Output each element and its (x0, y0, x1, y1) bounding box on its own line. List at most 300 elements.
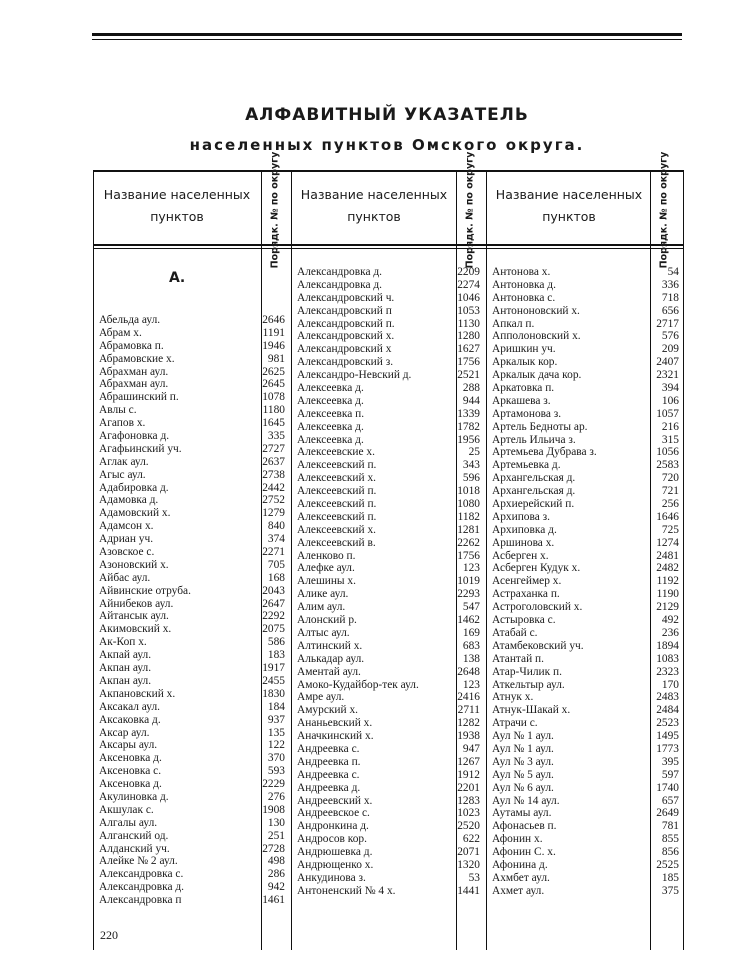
place-name: Аул № 1 аул. (492, 742, 554, 755)
place-name: Алим аул. (297, 601, 346, 614)
place-number: 1057 (656, 407, 679, 420)
table-row (93, 366, 289, 379)
table-row (486, 305, 681, 318)
table-row (93, 752, 289, 765)
place-number: 1130 (457, 317, 480, 330)
place-number: 840 (267, 520, 285, 533)
place-name: Архиерейский п. (492, 498, 575, 511)
place-number: 1281 (457, 523, 480, 536)
place-number: 1053 (457, 304, 480, 317)
place-number: 2645 (262, 378, 285, 391)
place-number: 593 (267, 765, 285, 778)
table-row (93, 817, 289, 830)
place-name: Аул № 3 аул. (492, 755, 554, 768)
place-number: 375 (661, 884, 679, 897)
place-name: Александровский х (297, 343, 392, 356)
place-name: Алексеевский х. (297, 523, 377, 536)
place-number: 1056 (656, 446, 679, 459)
place-name: Ананьевский х. (297, 717, 373, 730)
table-row (93, 701, 289, 714)
place-name: Артемьевка д. (492, 459, 561, 472)
place-name: Аксакал аул. (99, 700, 160, 713)
place-number: 53 (468, 871, 480, 884)
place-number: 947 (462, 742, 480, 755)
table-row (486, 769, 681, 782)
place-name: Андросов кор. (297, 833, 367, 846)
place-name: Александро-Невский д. (297, 369, 412, 382)
header-number (458, 151, 482, 269)
place-name: Аксеновка д. (99, 752, 162, 765)
place-name: Александровский ч. (297, 291, 395, 304)
table-row (93, 404, 289, 417)
place-number: 123 (462, 678, 480, 691)
place-number: 1646 (656, 510, 679, 523)
place-name: Александровка д. (297, 266, 383, 278)
place-name: Алексеевские х. (297, 446, 375, 459)
place-name: Архипова з. (492, 510, 550, 523)
place-name: Антононовский х. (492, 304, 580, 317)
place-name: Алексеевский п. (297, 498, 377, 511)
table-row (93, 868, 289, 881)
place-number: 170 (661, 678, 679, 691)
place-name: Абрашинский п. (99, 391, 179, 404)
place-name: Айбас аул. (99, 571, 151, 584)
place-number: 1019 (457, 575, 480, 588)
place-number: 1894 (656, 639, 679, 652)
table-row (486, 807, 681, 820)
place-number: 1282 (457, 717, 480, 730)
place-name: Артель Бедноты ар. (492, 420, 588, 433)
place-name: Азовское с. (99, 546, 155, 559)
table-row (291, 704, 484, 717)
table-row (291, 343, 484, 356)
table-row (291, 782, 484, 795)
table-row (291, 408, 484, 421)
place-name: Акимовский х. (99, 623, 172, 636)
table-row (486, 743, 681, 756)
table-row (486, 472, 681, 485)
place-name: Александровский з. (297, 356, 394, 369)
place-number: 395 (661, 755, 679, 768)
place-name: Аутамы аул. (492, 807, 552, 820)
table-row (93, 533, 289, 546)
table-row (486, 872, 681, 885)
table-row (291, 601, 484, 614)
place-number: 2407 (656, 356, 679, 369)
place-number: 683 (462, 639, 480, 652)
place-number: 547 (462, 601, 480, 614)
place-name: Атнук х. (492, 691, 534, 704)
index-column-1 (93, 314, 289, 907)
table-row (93, 843, 289, 856)
table-row (291, 730, 484, 743)
place-number: 1756 (457, 356, 480, 369)
place-number: 1917 (262, 662, 285, 675)
place-number: 276 (267, 790, 285, 803)
place-name: Алейке № 2 аул. (99, 855, 178, 868)
table-row (486, 575, 681, 588)
table-row (93, 378, 289, 391)
place-name: Антоненский № 4 х. (297, 884, 396, 897)
place-number: 1274 (656, 536, 679, 549)
place-name: Алексеевка д. (297, 420, 364, 433)
place-number: 981 (267, 352, 285, 365)
place-name: Афонин С. х. (492, 846, 556, 859)
table-row (291, 292, 484, 305)
place-number: 2637 (262, 455, 285, 468)
table-row (486, 511, 681, 524)
place-name: Алексеевский п. (297, 485, 377, 498)
place-name: Аментай аул. (297, 665, 361, 678)
place-name: Амре аул. (297, 691, 345, 704)
place-name: Андрющенко х. (297, 858, 374, 871)
place-name: Афонин х. (492, 833, 543, 846)
place-name: Азоновский х. (99, 558, 169, 571)
place-name: Андреевка п. (297, 755, 361, 768)
place-name: Аул № 5 аул. (492, 768, 554, 781)
table-row (486, 356, 681, 369)
place-number: 54 (667, 266, 679, 278)
place-number: 2043 (262, 584, 285, 597)
place-name: Асберген Кудук х. (492, 562, 581, 575)
place-number: 1279 (262, 507, 285, 520)
place-name: Аркатовка п. (492, 382, 555, 395)
table-row (291, 640, 484, 653)
place-name: Андронкина д. (297, 820, 369, 833)
place-name: Адамовка д. (99, 494, 159, 507)
place-name: Антоновка д. (492, 278, 556, 291)
place-name: Акпан аул. (99, 662, 152, 675)
header-number-label: Порядк. № по округу (269, 151, 281, 269)
place-number: 2274 (457, 278, 480, 291)
table-row (486, 318, 681, 331)
place-number: 183 (267, 649, 285, 662)
place-name: Александровка п (99, 894, 182, 907)
place-number: 2071 (457, 846, 480, 859)
place-name: Агапов х. (99, 417, 146, 430)
place-name: Акпан аул. (99, 674, 152, 687)
place-number: 2525 (656, 858, 679, 871)
header-number-label: Порядк. № по округу (658, 151, 670, 269)
place-number: 1912 (457, 768, 480, 781)
place-name: Асберген х. (492, 549, 549, 562)
table-row (93, 340, 289, 353)
place-name: Амоко-Кудайбор-тек аул. (297, 678, 419, 691)
place-number: 1740 (656, 781, 679, 794)
place-number: 336 (661, 278, 679, 291)
place-number: 168 (267, 571, 285, 584)
place-name: Аршинова х. (492, 536, 555, 549)
place-number: 856 (661, 846, 679, 859)
table-row (93, 469, 289, 482)
place-number: 597 (661, 768, 679, 781)
table-row (291, 653, 484, 666)
place-number: 2416 (457, 691, 480, 704)
table-row (93, 598, 289, 611)
place-name: Алтыс аул. (297, 626, 350, 639)
place-name: Алексеевка п. (297, 407, 365, 420)
place-number: 2711 (457, 704, 480, 717)
place-number: 1441 (457, 884, 480, 897)
place-number: 492 (661, 614, 679, 627)
place-number: 721 (661, 485, 679, 498)
place-number: 2717 (656, 317, 679, 330)
place-name: Акулиновка д. (99, 790, 169, 803)
table-row (486, 485, 681, 498)
table-row (93, 559, 289, 572)
table-row (486, 524, 681, 537)
place-name: Александровский х. (297, 330, 395, 343)
table-row (291, 807, 484, 820)
table-row (486, 550, 681, 563)
table-row (93, 662, 289, 675)
place-number: 2521 (457, 369, 480, 382)
place-name: Апполоновский х. (492, 330, 581, 343)
place-name: Аксаковка д. (99, 713, 161, 726)
place-number: 1046 (457, 291, 480, 304)
place-name: Алексеевский п. (297, 510, 377, 523)
place-name: Абрам х. (99, 326, 142, 339)
place-number: 2752 (262, 494, 285, 507)
table-row (486, 756, 681, 769)
table-row (93, 482, 289, 495)
table-row (93, 830, 289, 843)
page-number: 220 (100, 928, 118, 942)
place-number: 944 (462, 394, 480, 407)
place-number: 106 (661, 394, 679, 407)
table-row (486, 717, 681, 730)
place-number: 138 (462, 652, 480, 665)
place-name: Аксеновка с. (99, 765, 162, 778)
table-row (93, 507, 289, 520)
place-number: 1339 (457, 407, 480, 420)
table-row (93, 430, 289, 443)
table-row (486, 833, 681, 846)
table-row (93, 623, 289, 636)
place-number: 286 (267, 868, 285, 881)
index-table (93, 151, 684, 950)
place-number: 1280 (457, 330, 480, 343)
place-number: 122 (267, 739, 285, 752)
place-name: Алданский уч. (99, 842, 170, 855)
place-name: Андреевское с. (297, 807, 370, 820)
place-number: 1191 (262, 326, 285, 339)
place-number: 1192 (656, 575, 679, 588)
place-number: 1462 (457, 614, 480, 627)
table-row (291, 614, 484, 627)
table-row (486, 601, 681, 614)
place-name: Аришкин уч. (492, 343, 556, 356)
place-number: 855 (661, 833, 679, 846)
table-row (486, 820, 681, 833)
table-row (93, 327, 289, 340)
place-number: 2075 (262, 623, 285, 636)
place-number: 2625 (262, 365, 285, 378)
table-row (486, 859, 681, 872)
place-name: Аул № 1 аул. (492, 730, 554, 743)
place-name: Аул № 14 аул. (492, 794, 560, 807)
place-number: 1830 (262, 687, 285, 700)
place-name: Ахмбет аул. (492, 871, 550, 884)
table-row (486, 704, 681, 717)
table-row (93, 636, 289, 649)
header-number (652, 151, 676, 269)
place-number: 498 (267, 855, 285, 868)
table-row (93, 494, 289, 507)
place-number: 622 (462, 833, 480, 846)
table-row (291, 369, 484, 382)
place-name: Аксары аул. (99, 739, 158, 752)
table-row (93, 443, 289, 456)
page-subtitle: населенных пунктов Омского округа. (189, 136, 585, 154)
table-row (291, 885, 484, 898)
table-row (486, 782, 681, 795)
place-number: 725 (661, 523, 679, 536)
table-row (93, 520, 289, 533)
place-number: 1182 (457, 510, 480, 523)
place-name: Алгалы аул. (99, 816, 158, 829)
place-name: Аркалык дача кор. (492, 369, 582, 382)
table-row (486, 395, 681, 408)
table-row (486, 627, 681, 640)
place-name: Алексеевский х. (297, 472, 377, 485)
place-name: Алькадар аул. (297, 652, 365, 665)
place-name: Атабай с. (492, 626, 538, 639)
table-row (291, 795, 484, 808)
table-row (291, 446, 484, 459)
header-rule (93, 244, 683, 246)
place-number: 1495 (656, 730, 679, 743)
place-number: 586 (267, 636, 285, 649)
table-row (291, 691, 484, 704)
table-row (486, 382, 681, 395)
place-number: 169 (462, 626, 480, 639)
table-row (486, 885, 681, 898)
table-row (291, 575, 484, 588)
place-number: 657 (661, 794, 679, 807)
table-row (291, 756, 484, 769)
place-number: 1946 (262, 339, 285, 352)
place-name: Адриан уч. (99, 533, 154, 546)
table-row (291, 833, 484, 846)
place-name: Агыс аул. (99, 468, 146, 481)
table-row (291, 679, 484, 692)
header-name: Название населенных пунктов (300, 187, 448, 224)
table-row (291, 266, 484, 279)
place-number: 130 (267, 816, 285, 829)
place-name: Ак-Коп х. (99, 636, 147, 649)
table-row (291, 550, 484, 563)
table-row (291, 524, 484, 537)
place-number: 256 (661, 498, 679, 511)
place-name: Андрюшевка д. (297, 846, 373, 859)
table-row (291, 769, 484, 782)
table-row (291, 511, 484, 524)
index-column-3 (486, 266, 681, 898)
table-row (486, 588, 681, 601)
place-number: 2129 (656, 601, 679, 614)
place-name: Агафоновка д. (99, 430, 170, 443)
place-name: Алексеевка д. (297, 433, 364, 446)
place-number: 184 (267, 700, 285, 713)
place-number: 216 (661, 420, 679, 433)
table-row (486, 343, 681, 356)
table-row (93, 765, 289, 778)
table-row (486, 369, 681, 382)
table-row (93, 649, 289, 662)
table-row (486, 266, 681, 279)
place-number: 1627 (457, 343, 480, 356)
table-row (291, 627, 484, 640)
place-name: Агафьинский уч. (99, 442, 182, 455)
place-name: Атрачи с. (492, 717, 538, 730)
place-number: 2262 (457, 536, 480, 549)
place-name: Алике аул. (297, 588, 349, 601)
place-number: 596 (462, 472, 480, 485)
place-number: 2727 (262, 442, 285, 455)
table-row (291, 459, 484, 472)
table-row (291, 434, 484, 447)
place-number: 2293 (457, 588, 480, 601)
place-name: Абрамовские х. (99, 352, 175, 365)
table-row (291, 498, 484, 511)
table-row (486, 459, 681, 472)
place-number: 1938 (457, 730, 480, 743)
place-name: Абельда аул. (99, 314, 161, 326)
place-number: 1645 (262, 417, 285, 430)
table-row (486, 666, 681, 679)
place-number: 315 (661, 433, 679, 446)
place-name: Атамбековский уч. (492, 639, 584, 652)
place-name: Абрахман аул. (99, 378, 169, 391)
place-number: 942 (267, 881, 285, 894)
header-rule-thin (93, 248, 683, 249)
place-number: 576 (661, 330, 679, 343)
place-name: Афонина д. (492, 858, 548, 871)
place-number: 185 (661, 871, 679, 884)
table-row (93, 881, 289, 894)
place-name: Астроголовский х. (492, 601, 583, 614)
place-name: Алефке аул. (297, 562, 355, 575)
place-name: Аул № 6 аул. (492, 781, 554, 794)
table-row (93, 353, 289, 366)
table-row (93, 391, 289, 404)
place-number: 656 (661, 304, 679, 317)
table-row (486, 562, 681, 575)
place-name: Амурский х. (297, 704, 358, 717)
table-row (486, 691, 681, 704)
place-name: Антоновка с. (492, 291, 556, 304)
place-number: 2523 (656, 717, 679, 730)
place-number: 1190 (656, 588, 679, 601)
table-row (93, 456, 289, 469)
table-row (486, 537, 681, 550)
table-row (93, 675, 289, 688)
table-row (291, 872, 484, 885)
place-name: Архангельская д. (492, 472, 576, 485)
table-row (291, 820, 484, 833)
place-name: Артель Ильича з. (492, 433, 576, 446)
place-number: 1083 (656, 652, 679, 665)
place-number: 1956 (457, 433, 480, 446)
place-number: 2292 (262, 610, 285, 623)
place-name: Александровка д. (99, 881, 185, 894)
index-column-2 (291, 266, 484, 898)
table-row (486, 408, 681, 421)
place-number: 1756 (457, 549, 480, 562)
place-name: Александровка д. (297, 278, 383, 291)
place-number: 2482 (656, 562, 679, 575)
